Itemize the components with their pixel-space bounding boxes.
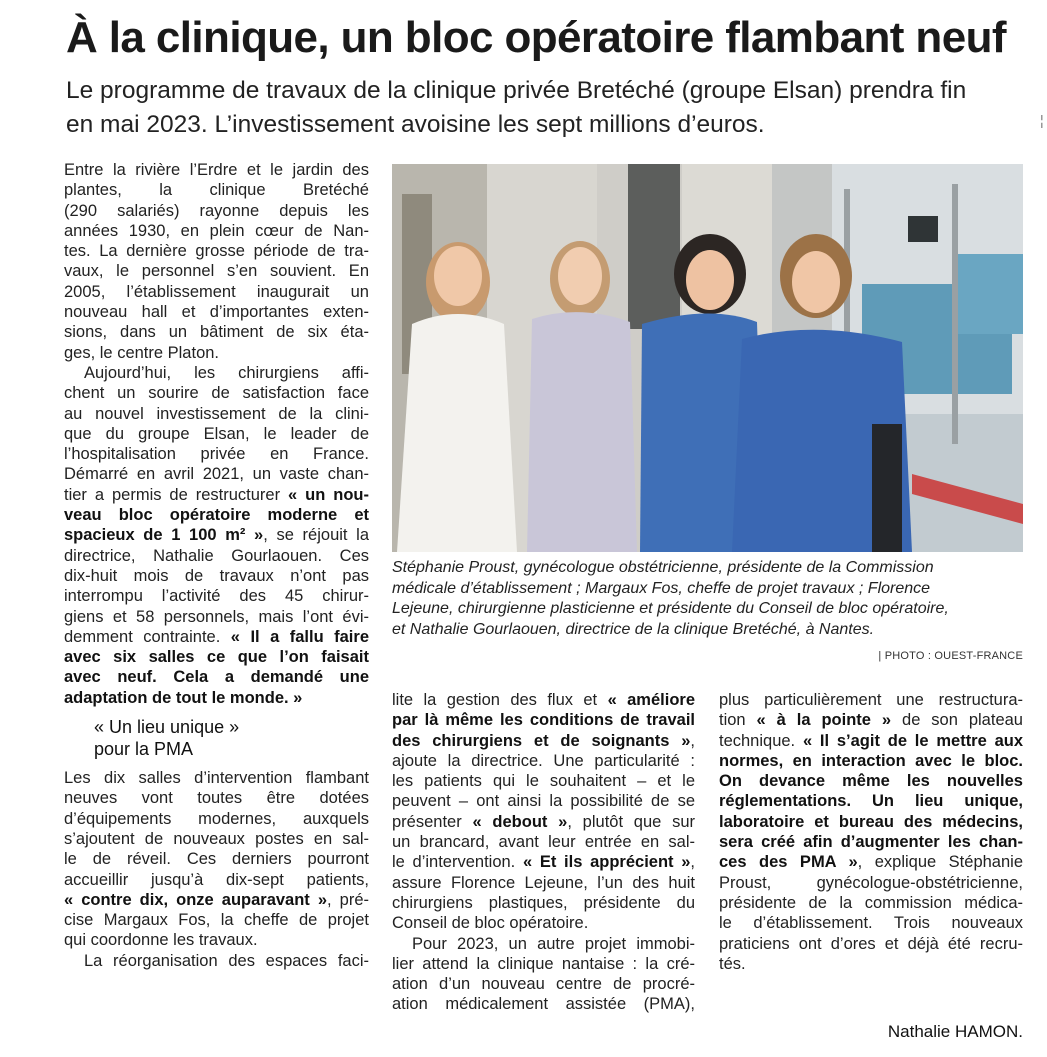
- text-run: présenter: [392, 812, 462, 831]
- text-line: [64, 627, 369, 647]
- text-line: [64, 505, 369, 525]
- text-line: lier attend la clinique nantaise : la cré-: [392, 954, 695, 973]
- text-line: Entre la rivière l’Erdre et le jardin des: [64, 161, 369, 179]
- text-line: vaux, le personnel s’en souvient. En: [64, 262, 369, 281]
- text-line: praticiens ont d’ores et déjà été recru-: [719, 934, 1023, 953]
- text-line: ation médicalement assistée (PMA),: [392, 995, 695, 1014]
- text-line: que du groupe Elsan, le leader de: [64, 424, 369, 443]
- quote-run: sera créé afin d’augmenter les chan-: [719, 833, 1023, 852]
- text-line: [719, 710, 1023, 730]
- text-run: , se réjouit la: [263, 526, 369, 545]
- text-line: [64, 525, 369, 545]
- text-line: Pour 2023, un autre projet immobi-: [412, 934, 695, 953]
- text-line: directrice, Nathalie Gourlaouen. Ces: [64, 546, 369, 565]
- text-line: le de réveil. Ces derniers pourront: [64, 850, 369, 869]
- text-run: , pré-: [327, 890, 369, 909]
- text-line: des chirurgiens et de soignants »,: [392, 731, 695, 750]
- quote-run: des chirurgiens et de soignants »: [392, 731, 691, 750]
- quote-run: ces des PMA »: [719, 853, 858, 872]
- text-run: lite la gestion des flux et: [392, 691, 598, 709]
- subheading-line: « Un lieu unique »: [94, 717, 240, 738]
- text-line: [719, 751, 1023, 771]
- text-line: [64, 688, 369, 708]
- text-line: au nouvel investissement de la clini-: [64, 404, 369, 423]
- photo-caption: [392, 558, 1023, 640]
- page-edge-mark: ¦: [1040, 112, 1044, 128]
- text-line: Démarré en avril 2021, un vaste chan-: [64, 465, 369, 484]
- text-line: les patients qui le souhaitent – et le: [392, 772, 695, 791]
- quote-run: veau bloc opératoire moderne et: [64, 506, 369, 525]
- quote-run: adaptation de tout le monde. »: [64, 688, 303, 707]
- lead-line: en mai 2023. L’investissement avoisine les sept millions d’euros.: [66, 111, 765, 138]
- text-line: [392, 710, 695, 730]
- text-line: Proust, gynécologue-obstétricienne,: [719, 873, 1023, 892]
- quote-run: laboratoire et bureau des médecins,: [719, 812, 1023, 831]
- text-line: nouveau hall et d’importantes exten-: [64, 303, 369, 322]
- text-line: le d’établissement. Trois nouveaux: [719, 914, 1023, 933]
- text-line: chent un sourire de satisfaction face: [64, 384, 369, 403]
- quote-run: « Il s’agit de le mettre aux: [802, 731, 1023, 750]
- caption-line: Stéphanie Proust, gynécologue obstétricienne, présidente de la Commission: [392, 559, 934, 576]
- text-line: ajoute la directrice. Une particularité :: [392, 751, 695, 770]
- text-line: sions, dans un bâtiment de six éta-: [64, 323, 369, 342]
- text-line: [719, 852, 1023, 872]
- text-run: , explique Stéphanie: [857, 853, 1023, 872]
- text-line: [719, 832, 1023, 852]
- text-line: interrompu l’activité des 45 chirur-: [64, 587, 369, 606]
- article-photo: [392, 164, 1023, 552]
- quote-run: avec neuf. Cela a demandé une: [64, 668, 369, 687]
- text-line: La réorganisation des espaces faci-: [84, 951, 369, 970]
- text-line: [719, 812, 1023, 832]
- text-line: un brancard, avant leur entrée en sal-: [392, 833, 695, 852]
- text-line: 2005, l’établissement inaugurait un: [64, 282, 369, 301]
- text-line: présidente de la commission médica-: [719, 893, 1023, 912]
- article-title: À la clinique, un bloc opératoire flambant neuf: [66, 13, 1006, 62]
- article-lead: [66, 74, 1026, 142]
- text-run: le d’intervention.: [392, 853, 516, 872]
- text-line: [719, 731, 1023, 751]
- text-line: peuvent – ont ainsi la possibilité de se: [392, 792, 695, 811]
- quote-run: par là même les conditions de travail: [392, 711, 695, 730]
- text-line: chirurgiens plastiques, présidente du: [392, 893, 695, 912]
- text-line: le d’intervention. « Et ils apprécient »,: [392, 853, 695, 872]
- text-line: neuves vont toutes être dotées: [64, 789, 369, 808]
- text-line: giens et 58 personnels, mais l’ont évi-: [64, 607, 369, 626]
- article-column-3: [719, 690, 1023, 974]
- text-line: [64, 485, 369, 505]
- quote-run: spacieux de 1 100 m² »: [64, 526, 264, 545]
- text-run: de son plateau: [902, 711, 1023, 730]
- text-line: [64, 647, 369, 667]
- photo-illustration: [392, 164, 1023, 552]
- caption-line: et Nathalie Gourlaouen, directrice de la clinique Bretéché, à Nantes.: [392, 620, 875, 638]
- quote-run: réglementations. Un lieu unique,: [719, 792, 1023, 811]
- text-line: tes. La dernière grosse période de tra-: [64, 242, 369, 261]
- text-line: [64, 667, 369, 687]
- caption-line: Lejeune, chirurgienne plasticienne et présidente du Conseil de bloc opératoire,: [392, 600, 949, 617]
- text-line: Aujourd’hui, les chirurgiens affi-: [84, 363, 369, 382]
- subheading: [64, 716, 369, 760]
- quote-run: « contre dix, onze auparavant »: [64, 890, 328, 909]
- article-column-2: [392, 690, 695, 1015]
- text-line: (290 salariés) rayonne depuis les: [64, 201, 369, 220]
- author-signature: Nathalie HAMON.: [887, 1022, 1023, 1041]
- text-line: plus particulièrement une restructura-: [719, 691, 1023, 709]
- text-line: [392, 690, 695, 710]
- text-run: demment contrainte.: [64, 627, 221, 646]
- quote-run: « debout »: [472, 812, 568, 831]
- text-line: accueillir jusqu’à dix-sept patients,: [64, 870, 369, 889]
- text-line: [719, 771, 1023, 791]
- text-line: [719, 791, 1023, 811]
- text-run: tier a permis de restructurer: [64, 485, 281, 504]
- text-run: tion: [719, 711, 746, 730]
- article-column-1: [64, 160, 369, 971]
- text-line: ges, le centre Platon.: [64, 343, 220, 362]
- quote-run: « Et ils apprécient »: [522, 853, 691, 872]
- quote-run: « Il a fallu faire: [230, 627, 369, 646]
- text-line: tés.: [719, 954, 746, 973]
- quote-run: avec six salles ce que l’on faisait: [64, 648, 369, 667]
- text-line: qui coordonne les travaux.: [64, 931, 258, 950]
- text-line: ation d’un nouveau centre de procré-: [392, 975, 695, 994]
- text-run: , plutôt que sur: [567, 812, 695, 831]
- text-line: années 1930, en plein cœur de Nan-: [64, 221, 369, 240]
- quote-run: On devance même les nouvelles: [719, 772, 1023, 791]
- text-line: [392, 812, 695, 832]
- quote-run: « à la pointe »: [756, 711, 892, 730]
- lead-line: Le programme de travaux de la clinique privée Bretéché (groupe Elsan) prendra fin: [66, 77, 967, 104]
- text-line: assure Florence Lejeune, l’un des huit: [392, 873, 695, 892]
- text-line: plantes, la clinique Bretéché: [64, 181, 369, 200]
- text-line: Les dix salles d’intervention flambant: [64, 769, 369, 788]
- caption-line: médicale d’établissement ; Margaux Fos, cheffe de projet travaux ; Florence: [392, 579, 931, 597]
- text-line: l’hospitalisation privée en France.: [64, 445, 369, 464]
- text-line: dix-huit mois de travaux n’ont pas: [64, 566, 369, 585]
- quote-run: normes, en interaction avec le bloc.: [719, 751, 1023, 770]
- text-line: Conseil de bloc opératoire.: [392, 914, 589, 933]
- quote-run: « un nou-: [288, 485, 369, 504]
- text-line: s’ajoutent de nouveaux postes en sal-: [64, 829, 369, 848]
- photo-credit: | PHOTO : OUEST-FRANCE: [878, 650, 1023, 662]
- text-line: cise Margaux Fos, la cheffe de projet: [64, 911, 369, 930]
- text-line: [64, 890, 369, 910]
- text-line: d’équipements modernes, auxquels: [64, 809, 369, 828]
- subheading-line: pour la PMA: [94, 739, 194, 760]
- quote-run: « améliore: [607, 691, 695, 709]
- text-run: technique.: [719, 731, 796, 750]
